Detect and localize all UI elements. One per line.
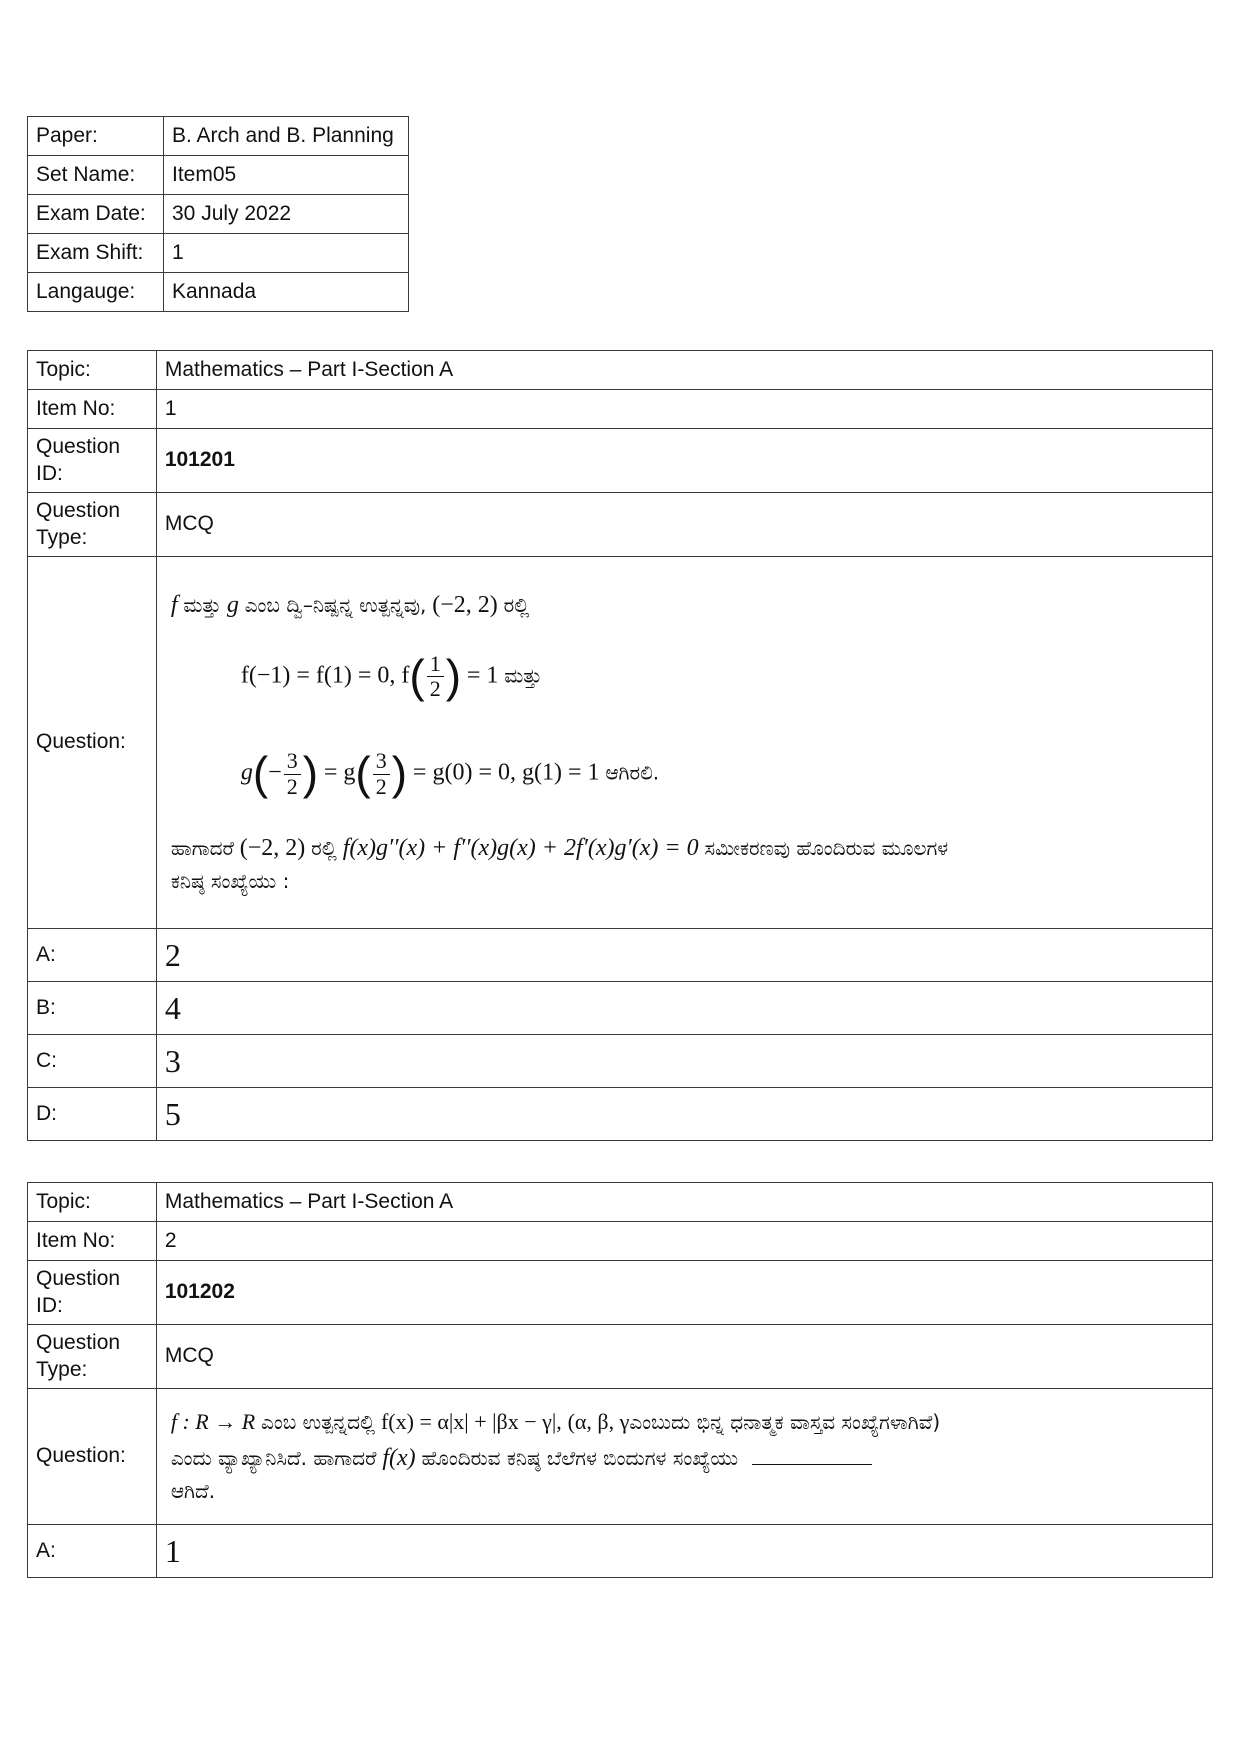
kannada-text: ಎಂದು ವ್ಯಾಖ್ಯಾನಿಸಿದೆ. ಹಾಗಾದರೆ bbox=[170, 1445, 377, 1470]
meta-label: Exam Date: bbox=[28, 195, 164, 234]
meta-row bbox=[28, 234, 409, 273]
math-interval: (−2, 2) bbox=[432, 591, 498, 618]
answer-blank bbox=[752, 1464, 872, 1465]
topic-label: Topic: bbox=[28, 351, 157, 390]
math-f: f bbox=[170, 591, 178, 618]
question-id-value: 101202 bbox=[156, 1261, 1212, 1325]
fraction bbox=[284, 749, 301, 798]
question-line bbox=[171, 745, 1204, 803]
meta-label: Set Name: bbox=[28, 156, 164, 195]
right-paren: ) bbox=[445, 649, 462, 702]
meta-row bbox=[28, 273, 409, 312]
meta-value: 30 July 2022 bbox=[164, 195, 409, 234]
math-expression: = g(0) = 0, g(1) = 1 bbox=[412, 759, 600, 786]
kannada-text: ಮತ್ತು bbox=[504, 663, 542, 688]
question-row bbox=[28, 557, 1213, 929]
meta-label: Exam Shift: bbox=[28, 234, 164, 273]
fraction-denominator: 2 bbox=[286, 773, 298, 799]
question-id-row bbox=[28, 429, 1213, 493]
fraction-numerator: 1 bbox=[427, 652, 444, 677]
math-equation: f(x) = α|x| + |βx − γ|, bbox=[380, 1409, 562, 1435]
math-greek: (α, β, γ bbox=[567, 1409, 630, 1435]
option-row-c bbox=[28, 1035, 1213, 1088]
math-g: g bbox=[226, 591, 239, 618]
kannada-text: ಹೊಂದಿರುವ ಕನಿಷ್ಠ ಬೆಲೆಗಳ ಬಿಂದುಗಳ ಸಂಖ್ಯೆಯು bbox=[421, 1445, 739, 1470]
meta-row bbox=[28, 117, 409, 156]
option-value: 2 bbox=[156, 929, 1212, 982]
fraction-denominator: 2 bbox=[375, 773, 387, 799]
question-line bbox=[171, 869, 1204, 895]
question-body bbox=[156, 557, 1212, 929]
kannada-text: ರಲ್ಲಿ bbox=[503, 592, 530, 617]
item-no-value: 2 bbox=[156, 1222, 1212, 1261]
math-interval: (−2, 2) bbox=[239, 834, 306, 861]
math-mapping: f : R → R bbox=[170, 1409, 256, 1435]
math-expression: = 1 bbox=[466, 662, 499, 689]
kannada-text: ರಲ್ಲಿ bbox=[311, 835, 337, 860]
kannada-text: ಕನಿಷ್ಠ ಸಂಖ್ಯೆಯು : bbox=[170, 868, 290, 893]
item-no-label: Item No: bbox=[28, 390, 157, 429]
option-label: D: bbox=[28, 1088, 157, 1141]
kannada-text: ಎಂಬ ದ್ವಿ–ನಿಷ್ಪನ್ನ ಉತ್ಪನ್ನವು, bbox=[244, 592, 427, 617]
question-line bbox=[171, 1408, 1204, 1436]
question-row bbox=[28, 1389, 1213, 1525]
question-type-row bbox=[28, 493, 1213, 557]
question-label: Question: bbox=[28, 557, 157, 929]
option-row-a bbox=[28, 1525, 1213, 1578]
question-item-2 bbox=[27, 1182, 1213, 1578]
fraction-denominator: 2 bbox=[429, 676, 441, 702]
question-line bbox=[171, 1479, 1204, 1505]
option-label: B: bbox=[28, 982, 157, 1035]
option-label: C: bbox=[28, 1035, 157, 1088]
question-line bbox=[171, 1443, 1204, 1473]
exam-meta-table bbox=[27, 116, 409, 312]
kannada-text: ಆಗಿರಲಿ. bbox=[605, 760, 660, 785]
right-paren: ) bbox=[391, 747, 408, 800]
fraction-numerator: 3 bbox=[373, 749, 390, 774]
option-value: 5 bbox=[156, 1088, 1212, 1141]
kannada-text: ಹಾಗಾದರೆ bbox=[170, 835, 234, 860]
kannada-text: ಮತ್ತು bbox=[183, 592, 222, 617]
question-type-value: MCQ bbox=[156, 1325, 1212, 1389]
question-type-value: MCQ bbox=[156, 493, 1212, 557]
meta-value: Kannada bbox=[164, 273, 409, 312]
meta-value: 1 bbox=[164, 234, 409, 273]
math-minus: − bbox=[268, 759, 282, 786]
meta-label: Langauge: bbox=[28, 273, 164, 312]
option-value: 1 bbox=[156, 1525, 1212, 1578]
topic-row bbox=[28, 351, 1213, 390]
kannada-text: ಸಮೀಕರಣವು ಹೊಂದಿರುವ ಮೂಲಗಳ bbox=[704, 835, 949, 860]
option-row-a bbox=[28, 929, 1213, 982]
question-line bbox=[171, 833, 1204, 863]
question-id-value: 101201 bbox=[156, 429, 1212, 493]
fraction-numerator: 3 bbox=[284, 749, 301, 774]
topic-label: Topic: bbox=[28, 1183, 157, 1222]
meta-value: Item05 bbox=[164, 156, 409, 195]
option-value: 4 bbox=[156, 982, 1212, 1035]
left-paren: ( bbox=[355, 747, 371, 800]
kannada-text: ಎಂಬ ಉತ್ಪನ್ನದಲ್ಲಿ bbox=[261, 1410, 376, 1435]
question-body bbox=[156, 1389, 1212, 1525]
math-fx: f(x) bbox=[382, 1444, 416, 1471]
question-line bbox=[171, 590, 1204, 620]
question-label: Question: bbox=[28, 1389, 157, 1525]
kannada-text: ಎಂಬುದು ಭಿನ್ನ ಧನಾತ್ಮಕ ವಾಸ್ತವ ಸಂಖ್ಯೆಗಳಾಗಿವೆ) bbox=[629, 1410, 941, 1435]
left-paren: ( bbox=[409, 649, 425, 702]
topic-value: Mathematics – Part I-Section A bbox=[156, 351, 1212, 390]
math-g: g bbox=[240, 759, 253, 786]
fraction bbox=[373, 749, 390, 798]
math-equation: f(x)g′′(x) + f′′(x)g(x) + 2f′(x)g′(x) = 0 bbox=[342, 834, 699, 861]
question-id-row bbox=[28, 1261, 1213, 1325]
item-no-row bbox=[28, 1222, 1213, 1261]
question-type-label: Question Type: bbox=[28, 1325, 157, 1389]
right-paren: ) bbox=[302, 747, 319, 800]
fraction bbox=[427, 652, 444, 701]
meta-value: B. Arch and B. Planning bbox=[164, 117, 409, 156]
question-id-label: Question ID: bbox=[28, 429, 157, 493]
option-label: A: bbox=[28, 929, 157, 982]
option-label: A: bbox=[28, 1525, 157, 1578]
kannada-text: ಆಗಿದೆ. bbox=[170, 1478, 216, 1503]
math-expression: = g bbox=[323, 759, 356, 786]
item-no-row bbox=[28, 390, 1213, 429]
meta-row bbox=[28, 195, 409, 234]
topic-value: Mathematics – Part I-Section A bbox=[156, 1183, 1212, 1222]
question-id-label: Question ID: bbox=[28, 1261, 157, 1325]
topic-row bbox=[28, 1183, 1213, 1222]
item-no-value: 1 bbox=[156, 390, 1212, 429]
meta-row bbox=[28, 156, 409, 195]
math-expression: f(−1) = f(1) = 0, f bbox=[240, 662, 410, 689]
option-value: 3 bbox=[156, 1035, 1212, 1088]
question-type-row bbox=[28, 1325, 1213, 1389]
question-type-label: Question Type: bbox=[28, 493, 157, 557]
item-no-label: Item No: bbox=[28, 1222, 157, 1261]
option-row-b bbox=[28, 982, 1213, 1035]
meta-label: Paper: bbox=[28, 117, 164, 156]
left-paren: ( bbox=[252, 747, 269, 800]
question-item-1 bbox=[27, 350, 1213, 1141]
option-row-d bbox=[28, 1088, 1213, 1141]
question-line bbox=[171, 648, 1204, 706]
